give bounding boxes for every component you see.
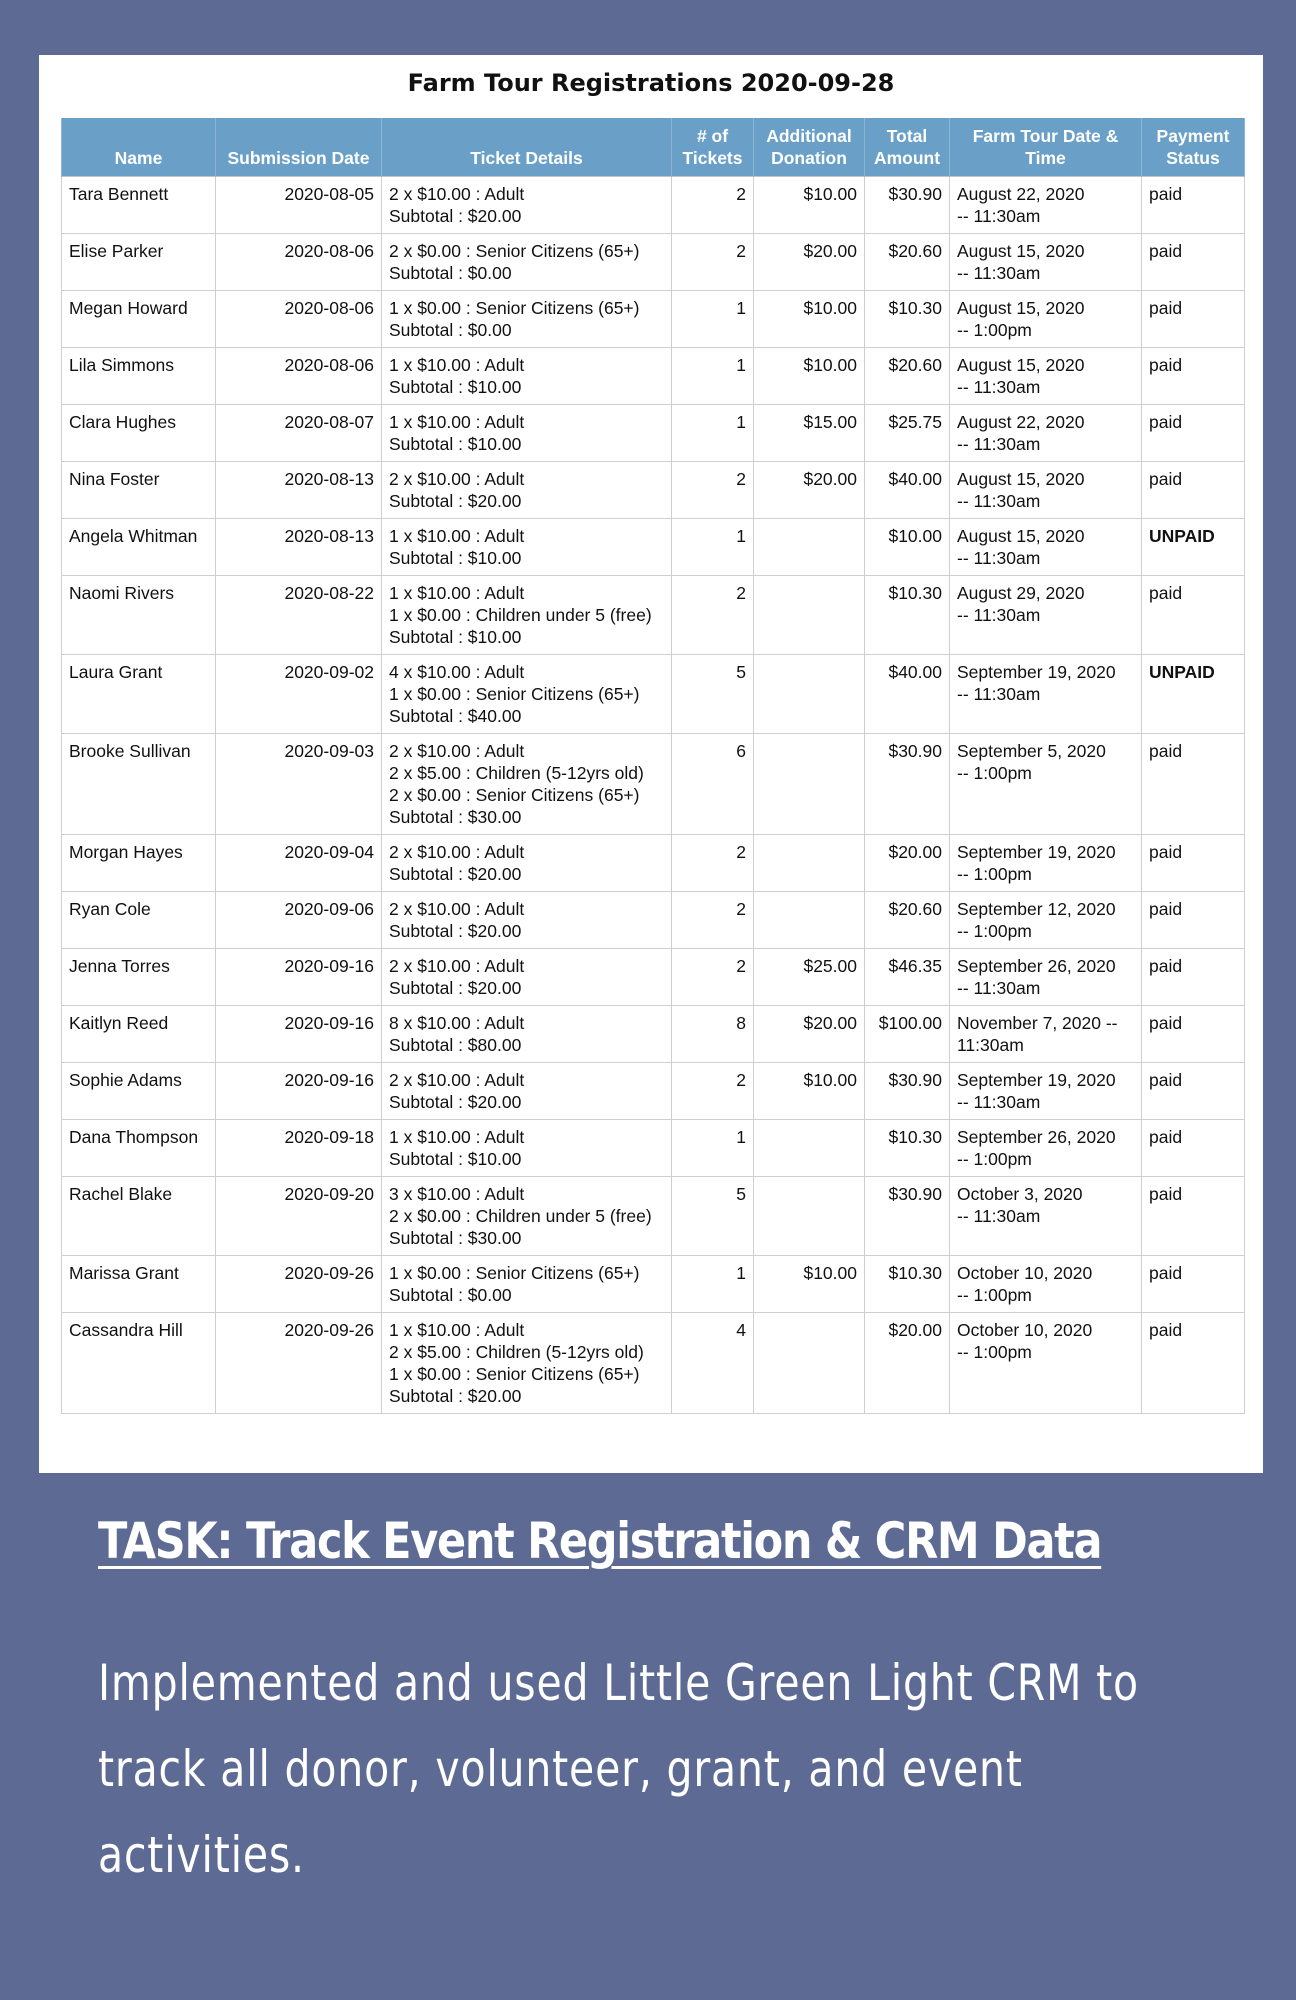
- cell-ticket-details-line: Subtotal : $10.00: [389, 548, 522, 568]
- table-row: [62, 177, 1245, 234]
- cell-tour-date-time: [950, 291, 1142, 348]
- description-line: Implemented and used Little Green Light CRM to: [98, 1654, 1139, 1712]
- cell-tour-date-time: [950, 1256, 1142, 1313]
- cell-tour-date-time: [950, 462, 1142, 519]
- cell-total-amount: $100.00: [865, 1006, 950, 1063]
- cell-additional-donation: [754, 835, 865, 892]
- cell-ticket-details-line: Subtotal : $0.00: [389, 320, 512, 340]
- table-row: [62, 734, 1245, 835]
- cell-payment-status: paid: [1142, 291, 1245, 348]
- table-row: [62, 949, 1245, 1006]
- cell-ticket-details-line: Subtotal : $20.00: [389, 864, 522, 884]
- cell-submission-date: 2020-08-22: [216, 576, 382, 655]
- cell-tour-date-time-line: -- 11:30am: [957, 605, 1041, 625]
- cell-tour-date-time-line: -- 1:00pm: [957, 1342, 1032, 1362]
- task-description: [98, 1640, 1148, 1898]
- cell-tour-date-time-line: August 15, 2020: [957, 526, 1085, 546]
- table-header-row: [62, 118, 1245, 177]
- cell-submission-date: 2020-08-13: [216, 519, 382, 576]
- cell-additional-donation: [754, 576, 865, 655]
- table-row: [62, 1120, 1245, 1177]
- description-line: activities.: [98, 1826, 305, 1884]
- column-header-ticket-count: # of Tickets: [672, 118, 754, 177]
- cell-ticket-details: [382, 519, 672, 576]
- cell-total-amount: $30.90: [865, 177, 950, 234]
- cell-tour-date-time-line: September 19, 2020: [957, 1070, 1116, 1090]
- cell-tour-date-time: [950, 1006, 1142, 1063]
- cell-ticket-details: [382, 1120, 672, 1177]
- cell-payment-status: paid: [1142, 1063, 1245, 1120]
- cell-submission-date: 2020-09-18: [216, 1120, 382, 1177]
- table-row: [62, 576, 1245, 655]
- cell-ticket-count: 2: [672, 234, 754, 291]
- cell-submission-date: 2020-08-07: [216, 405, 382, 462]
- cell-ticket-details: [382, 177, 672, 234]
- cell-tour-date-time: [950, 177, 1142, 234]
- cell-ticket-details-line: 4 x $10.00 : Adult: [389, 662, 525, 682]
- cell-ticket-details-line: Subtotal : $20.00: [389, 1386, 522, 1406]
- cell-ticket-details: [382, 291, 672, 348]
- cell-payment-status: paid: [1142, 1177, 1245, 1256]
- cell-tour-date-time-line: September 12, 2020: [957, 899, 1116, 919]
- cell-tour-date-time-line: -- 11:30am: [957, 684, 1041, 704]
- cell-tour-date-time-line: -- 11:30am: [957, 491, 1041, 511]
- cell-name: Dana Thompson: [62, 1120, 216, 1177]
- cell-ticket-details-line: Subtotal : $20.00: [389, 978, 522, 998]
- cell-name: Megan Howard: [62, 291, 216, 348]
- cell-ticket-count: 4: [672, 1313, 754, 1414]
- cell-tour-date-time: [950, 234, 1142, 291]
- cell-ticket-details-line: 8 x $10.00 : Adult: [389, 1013, 525, 1033]
- cell-additional-donation: [754, 1120, 865, 1177]
- cell-additional-donation: $10.00: [754, 1256, 865, 1313]
- cell-tour-date-time-line: September 26, 2020: [957, 956, 1116, 976]
- cell-ticket-count: 5: [672, 1177, 754, 1256]
- cell-ticket-details-line: 1 x $0.00 : Senior Citizens (65+): [389, 684, 640, 704]
- cell-ticket-details-line: 1 x $10.00 : Adult: [389, 355, 525, 375]
- cell-total-amount: $10.00: [865, 519, 950, 576]
- cell-payment-status: paid: [1142, 1006, 1245, 1063]
- cell-tour-date-time-line: August 22, 2020: [957, 412, 1085, 432]
- table-row: [62, 1063, 1245, 1120]
- cell-payment-status: paid: [1142, 462, 1245, 519]
- cell-tour-date-time-line: -- 1:00pm: [957, 1149, 1032, 1169]
- cell-payment-status: paid: [1142, 234, 1245, 291]
- cell-ticket-details-line: 3 x $10.00 : Adult: [389, 1184, 525, 1204]
- cell-total-amount: $30.90: [865, 1063, 950, 1120]
- cell-additional-donation: $20.00: [754, 462, 865, 519]
- cell-ticket-count: 1: [672, 1120, 754, 1177]
- column-header-ticket-details: Ticket Details: [382, 118, 672, 177]
- cell-name: Rachel Blake: [62, 1177, 216, 1256]
- cell-ticket-details-line: 1 x $0.00 : Senior Citizens (65+): [389, 1364, 640, 1384]
- cell-ticket-details: [382, 462, 672, 519]
- cell-submission-date: 2020-09-04: [216, 835, 382, 892]
- cell-ticket-details: [382, 1177, 672, 1256]
- cell-name: Jenna Torres: [62, 949, 216, 1006]
- cell-ticket-details-line: 1 x $0.00 : Senior Citizens (65+): [389, 1263, 640, 1283]
- cell-ticket-details-line: 1 x $10.00 : Adult: [389, 526, 525, 546]
- cell-payment-status: paid: [1142, 405, 1245, 462]
- cell-ticket-count: 1: [672, 291, 754, 348]
- cell-tour-date-time: [950, 576, 1142, 655]
- cell-ticket-count: 2: [672, 177, 754, 234]
- cell-tour-date-time-line: October 10, 2020: [957, 1263, 1093, 1283]
- cell-ticket-details: [382, 892, 672, 949]
- cell-tour-date-time-line: August 15, 2020: [957, 355, 1085, 375]
- cell-tour-date-time-line: October 10, 2020: [957, 1320, 1093, 1340]
- cell-ticket-count: 8: [672, 1006, 754, 1063]
- cell-ticket-details-line: 2 x $10.00 : Adult: [389, 842, 525, 862]
- cell-name: Kaitlyn Reed: [62, 1006, 216, 1063]
- cell-ticket-details-line: Subtotal : $20.00: [389, 491, 522, 511]
- cell-additional-donation: [754, 519, 865, 576]
- cell-submission-date: 2020-09-26: [216, 1256, 382, 1313]
- cell-payment-status: paid: [1142, 1120, 1245, 1177]
- cell-total-amount: $20.00: [865, 1313, 950, 1414]
- cell-tour-date-time: [950, 519, 1142, 576]
- table-body: [62, 177, 1245, 1414]
- cell-payment-status: paid: [1142, 1313, 1245, 1414]
- cell-total-amount: $10.30: [865, 291, 950, 348]
- cell-tour-date-time-line: August 29, 2020: [957, 583, 1085, 603]
- cell-submission-date: 2020-09-20: [216, 1177, 382, 1256]
- column-header-submission-date: Submission Date: [216, 118, 382, 177]
- cell-tour-date-time: [950, 405, 1142, 462]
- cell-ticket-details-line: 1 x $0.00 : Senior Citizens (65+): [389, 298, 640, 318]
- cell-ticket-details-line: Subtotal : $80.00: [389, 1035, 522, 1055]
- cell-payment-status: paid: [1142, 348, 1245, 405]
- cell-submission-date: 2020-09-03: [216, 734, 382, 835]
- cell-payment-status: paid: [1142, 177, 1245, 234]
- cell-tour-date-time-line: -- 11:30am: [957, 548, 1041, 568]
- cell-name: Clara Hughes: [62, 405, 216, 462]
- cell-tour-date-time-line: September 19, 2020: [957, 662, 1116, 682]
- cell-ticket-details: [382, 405, 672, 462]
- cell-tour-date-time: [950, 1063, 1142, 1120]
- table-row: [62, 655, 1245, 734]
- description-line: track all donor, volunteer, grant, and event: [98, 1740, 1023, 1798]
- table-row: [62, 462, 1245, 519]
- column-header-total-amount: Total Amount: [865, 118, 950, 177]
- cell-additional-donation: [754, 734, 865, 835]
- column-header-tour-date-time: Farm Tour Date & Time: [950, 118, 1142, 177]
- cell-tour-date-time-line: October 3, 2020: [957, 1184, 1083, 1204]
- cell-additional-donation: [754, 655, 865, 734]
- cell-total-amount: $30.90: [865, 1177, 950, 1256]
- cell-additional-donation: $20.00: [754, 1006, 865, 1063]
- registrations-report: [39, 55, 1263, 1473]
- cell-ticket-details-line: Subtotal : $20.00: [389, 206, 522, 226]
- cell-submission-date: 2020-08-05: [216, 177, 382, 234]
- cell-ticket-count: 1: [672, 519, 754, 576]
- cell-ticket-details: [382, 655, 672, 734]
- cell-additional-donation: $10.00: [754, 348, 865, 405]
- cell-submission-date: 2020-09-06: [216, 892, 382, 949]
- column-header-additional-donation: Additional Donation: [754, 118, 865, 177]
- cell-tour-date-time-line: -- 11:30am: [957, 434, 1041, 454]
- cell-total-amount: $20.60: [865, 348, 950, 405]
- cell-ticket-details-line: 1 x $0.00 : Children under 5 (free): [389, 605, 652, 625]
- cell-ticket-count: 1: [672, 348, 754, 405]
- cell-ticket-details-line: 2 x $5.00 : Children (5-12yrs old): [389, 763, 644, 783]
- cell-tour-date-time: [950, 1313, 1142, 1414]
- cell-additional-donation: $25.00: [754, 949, 865, 1006]
- cell-total-amount: $20.60: [865, 892, 950, 949]
- cell-tour-date-time-line: -- 1:00pm: [957, 864, 1032, 884]
- cell-tour-date-time-line: August 15, 2020: [957, 241, 1085, 261]
- cell-tour-date-time-line: -- 1:00pm: [957, 1285, 1032, 1305]
- cell-ticket-details: [382, 348, 672, 405]
- cell-additional-donation: $10.00: [754, 177, 865, 234]
- cell-tour-date-time-line: -- 1:00pm: [957, 320, 1032, 340]
- table-row: [62, 1177, 1245, 1256]
- table-row: [62, 405, 1245, 462]
- cell-ticket-count: 5: [672, 655, 754, 734]
- cell-ticket-details: [382, 1063, 672, 1120]
- cell-name: Tara Bennett: [62, 177, 216, 234]
- cell-ticket-details-line: 2 x $0.00 : Senior Citizens (65+): [389, 785, 640, 805]
- cell-tour-date-time: [950, 1120, 1142, 1177]
- cell-submission-date: 2020-08-06: [216, 348, 382, 405]
- cell-tour-date-time-line: -- 11:30am: [957, 1206, 1041, 1226]
- cell-name: Ryan Cole: [62, 892, 216, 949]
- cell-additional-donation: [754, 1177, 865, 1256]
- cell-name: Angela Whitman: [62, 519, 216, 576]
- cell-payment-status: paid: [1142, 1256, 1245, 1313]
- column-header-name: Name: [62, 118, 216, 177]
- cell-payment-status: paid: [1142, 734, 1245, 835]
- cell-ticket-count: 2: [672, 892, 754, 949]
- cell-submission-date: 2020-09-16: [216, 949, 382, 1006]
- cell-tour-date-time-line: -- 11:30am: [957, 377, 1041, 397]
- cell-total-amount: $25.75: [865, 405, 950, 462]
- cell-ticket-details-line: Subtotal : $10.00: [389, 1149, 522, 1169]
- column-header-payment-status: Payment Status: [1142, 118, 1245, 177]
- cell-tour-date-time-line: September 26, 2020: [957, 1127, 1116, 1147]
- cell-tour-date-time-line: September 19, 2020: [957, 842, 1116, 862]
- cell-ticket-count: 2: [672, 949, 754, 1006]
- cell-submission-date: 2020-09-16: [216, 1006, 382, 1063]
- cell-tour-date-time-line: -- 11:30am: [957, 1092, 1041, 1112]
- cell-ticket-details-line: 2 x $10.00 : Adult: [389, 1070, 525, 1090]
- cell-submission-date: 2020-08-13: [216, 462, 382, 519]
- cell-payment-status: UNPAID: [1142, 519, 1245, 576]
- cell-name: Cassandra Hill: [62, 1313, 216, 1414]
- cell-name: Marissa Grant: [62, 1256, 216, 1313]
- cell-payment-status: paid: [1142, 835, 1245, 892]
- cell-ticket-details: [382, 734, 672, 835]
- cell-ticket-details-line: Subtotal : $20.00: [389, 921, 522, 941]
- cell-ticket-details-line: Subtotal : $0.00: [389, 1285, 512, 1305]
- cell-tour-date-time-line: August 22, 2020: [957, 184, 1085, 204]
- cell-ticket-details: [382, 1006, 672, 1063]
- cell-submission-date: 2020-09-02: [216, 655, 382, 734]
- cell-name: Naomi Rivers: [62, 576, 216, 655]
- cell-ticket-details-line: 1 x $10.00 : Adult: [389, 412, 525, 432]
- registrations-table: [61, 118, 1245, 1414]
- cell-tour-date-time-line: November 7, 2020 --: [957, 1013, 1118, 1033]
- cell-ticket-details-line: Subtotal : $30.00: [389, 1228, 522, 1248]
- cell-total-amount: $10.30: [865, 576, 950, 655]
- cell-ticket-count: 1: [672, 1256, 754, 1313]
- cell-ticket-details-line: Subtotal : $10.00: [389, 377, 522, 397]
- cell-ticket-details: [382, 1313, 672, 1414]
- cell-tour-date-time-line: September 5, 2020: [957, 741, 1106, 761]
- cell-submission-date: 2020-09-16: [216, 1063, 382, 1120]
- cell-ticket-details-line: Subtotal : $30.00: [389, 807, 522, 827]
- cell-name: Nina Foster: [62, 462, 216, 519]
- cell-ticket-details: [382, 234, 672, 291]
- cell-ticket-count: 2: [672, 1063, 754, 1120]
- cell-tour-date-time: [950, 655, 1142, 734]
- cell-total-amount: $30.90: [865, 734, 950, 835]
- cell-additional-donation: $20.00: [754, 234, 865, 291]
- cell-ticket-details-line: 1 x $10.00 : Adult: [389, 1127, 525, 1147]
- cell-ticket-details-line: 1 x $10.00 : Adult: [389, 583, 525, 603]
- cell-ticket-details-line: 2 x $10.00 : Adult: [389, 956, 525, 976]
- cell-name: Brooke Sullivan: [62, 734, 216, 835]
- cell-submission-date: 2020-09-26: [216, 1313, 382, 1414]
- table-row: [62, 1006, 1245, 1063]
- table-row: [62, 1256, 1245, 1313]
- task-heading: TASK: Track Event Registration & CRM Data: [98, 1512, 1102, 1570]
- cell-name: Lila Simmons: [62, 348, 216, 405]
- cell-total-amount: $46.35: [865, 949, 950, 1006]
- cell-total-amount: $40.00: [865, 462, 950, 519]
- cell-tour-date-time: [950, 348, 1142, 405]
- cell-ticket-details-line: 1 x $10.00 : Adult: [389, 1320, 525, 1340]
- cell-name: Sophie Adams: [62, 1063, 216, 1120]
- cell-ticket-details-line: Subtotal : $10.00: [389, 627, 522, 647]
- cell-tour-date-time-line: August 15, 2020: [957, 298, 1085, 318]
- cell-tour-date-time: [950, 835, 1142, 892]
- table-row: [62, 348, 1245, 405]
- cell-ticket-details-line: 2 x $0.00 : Senior Citizens (65+): [389, 241, 640, 261]
- cell-tour-date-time-line: -- 1:00pm: [957, 763, 1032, 783]
- cell-payment-status: paid: [1142, 576, 1245, 655]
- cell-payment-status: UNPAID: [1142, 655, 1245, 734]
- report-title: Farm Tour Registrations 2020-09-28: [407, 69, 895, 97]
- cell-ticket-details-line: 2 x $5.00 : Children (5-12yrs old): [389, 1342, 644, 1362]
- cell-payment-status: paid: [1142, 949, 1245, 1006]
- cell-tour-date-time-line: -- 11:30am: [957, 206, 1041, 226]
- cell-tour-date-time: [950, 892, 1142, 949]
- cell-name: Laura Grant: [62, 655, 216, 734]
- cell-ticket-details-line: Subtotal : $10.00: [389, 434, 522, 454]
- cell-total-amount: $10.30: [865, 1256, 950, 1313]
- cell-ticket-count: 2: [672, 462, 754, 519]
- cell-ticket-details-line: 2 x $10.00 : Adult: [389, 469, 525, 489]
- cell-additional-donation: $10.00: [754, 291, 865, 348]
- cell-ticket-count: 2: [672, 835, 754, 892]
- cell-ticket-details: [382, 1256, 672, 1313]
- cell-ticket-details-line: 2 x $10.00 : Adult: [389, 899, 525, 919]
- cell-payment-status: paid: [1142, 892, 1245, 949]
- cell-ticket-details-line: 2 x $10.00 : Adult: [389, 184, 525, 204]
- cell-additional-donation: [754, 1313, 865, 1414]
- table-row: [62, 892, 1245, 949]
- cell-tour-date-time: [950, 734, 1142, 835]
- cell-ticket-details-line: Subtotal : $40.00: [389, 706, 522, 726]
- cell-ticket-details: [382, 835, 672, 892]
- cell-ticket-details: [382, 949, 672, 1006]
- cell-ticket-details: [382, 576, 672, 655]
- cell-ticket-count: 2: [672, 576, 754, 655]
- cell-additional-donation: [754, 892, 865, 949]
- cell-ticket-count: 1: [672, 405, 754, 462]
- cell-tour-date-time-line: -- 11:30am: [957, 978, 1041, 998]
- cell-name: Morgan Hayes: [62, 835, 216, 892]
- cell-tour-date-time-line: -- 11:30am: [957, 263, 1041, 283]
- cell-submission-date: 2020-08-06: [216, 234, 382, 291]
- cell-tour-date-time-line: August 15, 2020: [957, 469, 1085, 489]
- table-row: [62, 519, 1245, 576]
- cell-submission-date: 2020-08-06: [216, 291, 382, 348]
- cell-name: Elise Parker: [62, 234, 216, 291]
- cell-tour-date-time-line: 11:30am: [957, 1035, 1024, 1055]
- cell-additional-donation: $15.00: [754, 405, 865, 462]
- cell-tour-date-time: [950, 1177, 1142, 1256]
- cell-total-amount: $40.00: [865, 655, 950, 734]
- cell-total-amount: $20.60: [865, 234, 950, 291]
- cell-tour-date-time: [950, 949, 1142, 1006]
- table-row: [62, 835, 1245, 892]
- cell-ticket-details-line: 2 x $10.00 : Adult: [389, 741, 525, 761]
- cell-additional-donation: $10.00: [754, 1063, 865, 1120]
- cell-total-amount: $10.30: [865, 1120, 950, 1177]
- cell-ticket-details-line: 2 x $0.00 : Children under 5 (free): [389, 1206, 652, 1226]
- table-row: [62, 1313, 1245, 1414]
- cell-tour-date-time-line: -- 1:00pm: [957, 921, 1032, 941]
- table-row: [62, 291, 1245, 348]
- cell-total-amount: $20.00: [865, 835, 950, 892]
- cell-ticket-count: 6: [672, 734, 754, 835]
- cell-ticket-details-line: Subtotal : $20.00: [389, 1092, 522, 1112]
- table-row: [62, 234, 1245, 291]
- cell-ticket-details-line: Subtotal : $0.00: [389, 263, 512, 283]
